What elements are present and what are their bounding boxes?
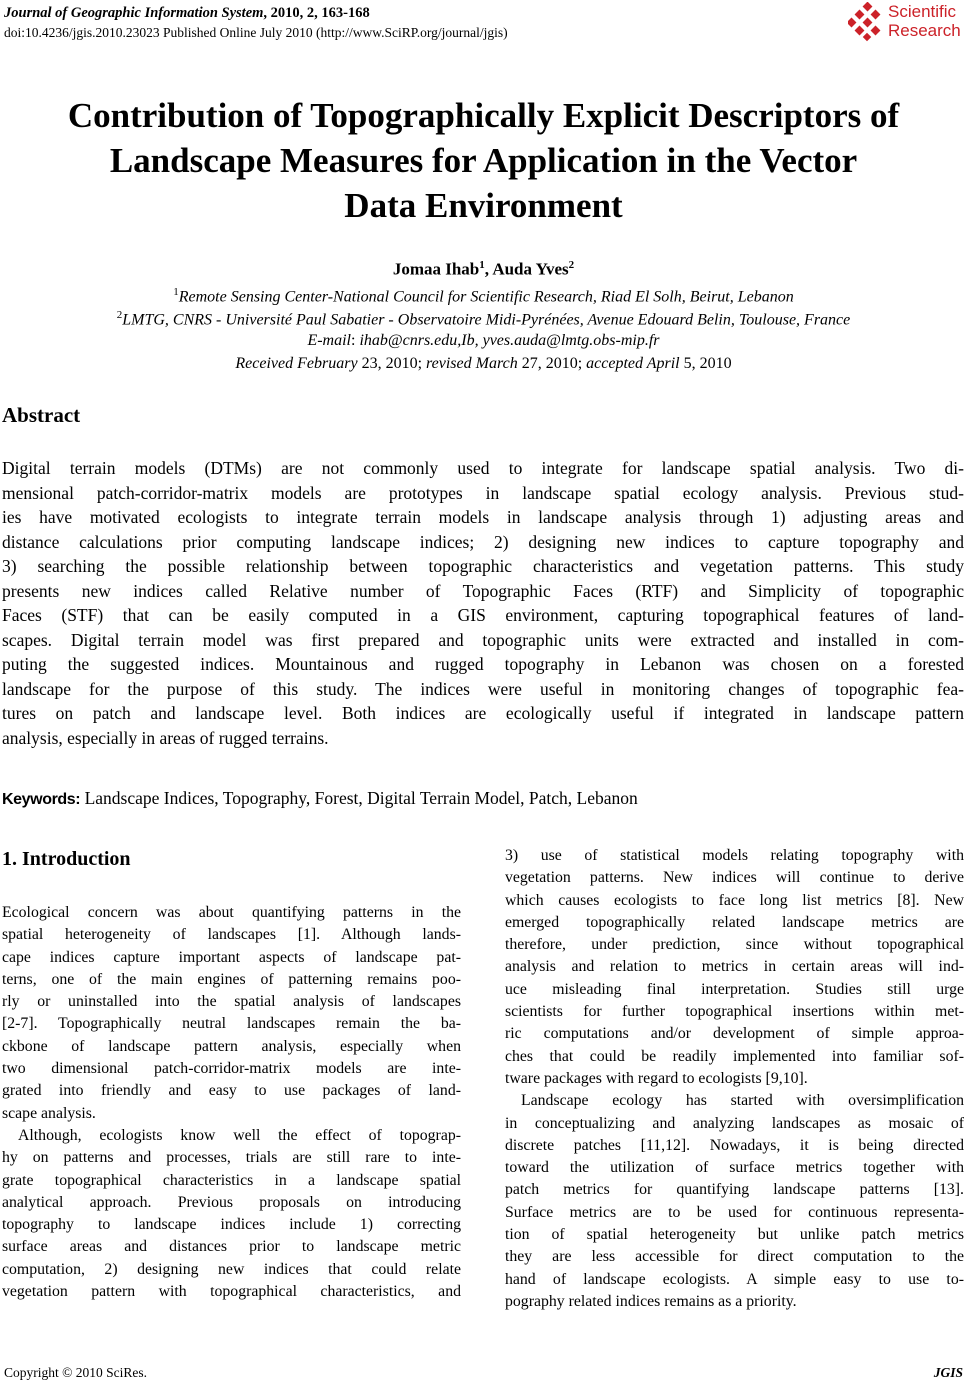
received-label: Received February [235,355,358,372]
abstract-line: 3) searching the possible relationship between topographic characteristics and vegetation patterns. This study [2,556,964,576]
email-addresses: ihab@cnrs.edu,Ib, yves.auda@lmtg.obs-mip.fr [359,332,660,349]
author-name: Auda Yves [492,259,569,279]
doi-line: doi:10.4236/jgis.2010.23023 Published Online July 2010 (http://www.SciRP.org/journal/jgis) [4,25,508,40]
body-line: patch metrics for quantifying landscape patterns [13]. [505,1181,964,1199]
abstract-line: puting the suggested indices. Mountainous and rugged topography in Lebanon was chosen on a forested [2,654,964,674]
body-line: Landscape ecology has started with oversimplification [521,1092,964,1110]
email-line [0,332,967,350]
author-affiliation-mark: 1 [479,259,485,271]
abstract-line: Digital terrain models (DTMs) are not commonly used to integrate for landscape spatial analysis. Two di- [2,458,964,478]
received-dates [0,355,967,373]
left-column [2,902,461,1303]
body-line: analysis and relation to metrics in certain areas will ind- [505,958,964,976]
logo-icon [848,2,886,42]
body-line: grate topographical characteristics in a landscape spatial [2,1171,461,1189]
abstract-heading: Abstract [2,403,81,427]
body-line: scape analysis. [2,1104,96,1122]
body-line: cape indices capture important aspects of landscape pat- [2,948,461,966]
body-line: ches that could be readily implemented into familiar sof- [505,1047,964,1065]
journal-volume: , 2010, 2, 163-168 [263,5,370,21]
publisher-logo [848,2,966,42]
body-line: tware packages with regard to ecologists [9,10]. [505,1069,808,1087]
affiliation-mark: 1 [173,286,179,298]
body-line: terns, one of the main engines of patterning remains poo- [2,970,461,988]
author-affiliation-mark: 2 [568,259,575,271]
keywords-label: Keywords: [2,791,81,808]
body-line: emerged topographically related landscape metrics are [505,913,964,931]
accepted-date: 5, 2010 [679,355,732,372]
body-line: hy on patterns and processes, trials are still rare to inte- [2,1149,461,1167]
journal-abbreviation: JGIS [933,1365,963,1380]
body-line: surface areas and distances prior to landscape metric [2,1238,461,1256]
body-line: computation, 2) designing new indices that could relate [2,1260,461,1278]
body-line: two dimensional patch-corridor-matrix models are inte- [2,1060,461,1078]
body-line: analytical approach. Previous proposals on introducing [2,1193,461,1211]
abstract-line: analysis, especially in areas of rugged terrains. [2,727,329,748]
abstract-line: landscape for the purpose of this study. The indices were useful in monitoring changes of topographic fea- [2,678,964,699]
author-separator: , [484,259,493,279]
body-line: Although, ecologists know well the effect of topograp- [18,1126,461,1144]
body-line: they are less accessible for direct computation to the [505,1248,964,1266]
author-list [0,259,967,280]
abstract-line: tures on patch and landscape level. Both indices are ecologically useful if integrated in landscape pattern [2,703,964,723]
logo-text [888,2,961,40]
body-line: Ecological concern was about quantifying patterns in the [2,904,461,921]
email-label: E-mail [307,332,351,349]
body-line: toward the utilization of surface metrics together with [505,1159,964,1177]
body-line: hand of landscape ecologists. A simple easy to use to- [505,1270,964,1288]
right-column [505,845,964,1313]
body-line: tion of spatial heterogeneity but unlike patch metrics [505,1226,964,1244]
body-line: discrete patches [11,12]. Nowadays, it is being directed [505,1136,964,1154]
email-colon: : [351,332,360,349]
body-line: scientists for further topographical insertions within met- [505,1003,964,1021]
body-line: 3) use of statistical models relating topography with [505,847,964,864]
body-line: ckbone of landscape pattern analysis, especially when [2,1037,461,1055]
keywords [2,788,638,809]
title-line: Contribution of Topographically Explicit Descriptors of [67,96,900,135]
body-line: pography related indices remains as a priority. [505,1292,797,1310]
revised-date: 27, 2010; [517,355,587,372]
abstract-body [2,456,964,750]
body-line: ric computations and/or development of simple approa- [505,1025,964,1043]
body-line: vegetation pattern with topographical characteristics, and [2,1283,461,1301]
title-line: Data Environment [344,186,623,225]
abstract-line: ies have motivated ecologists to integrate terrain models in landscape analysis through 1) adjusting areas and [2,507,964,527]
journal-header [4,4,370,22]
body-line: uce misleading final interpretation. Studies still urge [505,980,964,998]
body-line: spatial heterogeneity of landscapes [1]. Although lands- [2,926,461,944]
body-line: therefore, under prediction, since without topographical [505,936,964,954]
body-line: grated into friendly and easy to use packages of land- [2,1082,461,1100]
accepted-label: accepted April [586,355,680,372]
abstract-line: scapes. Digital terrain model was first prepared and topographic units were extracted and installed in com- [2,629,964,650]
body-line: vegetation patterns. New indices will continue to derive [505,869,964,887]
body-line: [2-7]. Topographically neutral landscapes remain the ba- [2,1015,461,1033]
affiliation [0,309,967,329]
revised-label: revised March [426,355,518,372]
affiliation-text: Remote Sensing Center-National Council for Scientific Research, Riad El Solh, Beirut, Lebanon [178,288,794,306]
paper-title [0,93,967,228]
abstract-line: mensional patch-corridor-matrix models are prototypes in landscape spatial ecology analysis. Previous stud- [2,482,964,503]
body-line: rly or uninstalled into the spatial analysis of landscapes [2,993,461,1011]
author-name: Jomaa Ihab [392,259,480,279]
body-line: topography to landscape indices include 1) correcting [2,1216,461,1234]
body-line: in conceptualizing and analyzing landscapes as mosaic of [505,1114,964,1132]
abstract-line: presents new indices called Relative number of Topographic Faces (RTF) and Simplicity of topographic [2,580,964,601]
received-date: 23, 2010; [357,355,427,372]
logo-line-2: Research [888,21,961,40]
abstract-line: distance calculations prior computing landscape indices; 2) designing new indices to capture topography and [2,531,964,552]
logo-line-1: Scientific [888,2,957,21]
keywords-text: Landscape Indices, Topography, Forest, Digital Terrain Model, Patch, Lebanon [80,788,638,808]
body-line: Surface metrics are to be used for continuous representa- [505,1203,964,1221]
body-line: which causes ecologists to face long list metrics [8]. New [505,891,964,909]
abstract-line: Faces (STF) that can be easily computed in a GIS environment, capturing topographical features of land- [2,605,964,625]
title-line: Landscape Measures for Application in the Vector [109,141,858,180]
journal-name: Journal of Geographic Information System [4,5,264,21]
affiliation [0,286,967,306]
section-heading: 1. Introduction [2,848,131,870]
affiliation-text: LMTG, CNRS - Université Paul Sabatier - Observatoire Midi-Pyrénées, Avenue Edouard Belin, Toulouse, France [122,311,851,329]
affiliation-mark: 2 [116,309,123,321]
copyright-footer: Copyright © 2010 SciRes. [4,1365,148,1380]
